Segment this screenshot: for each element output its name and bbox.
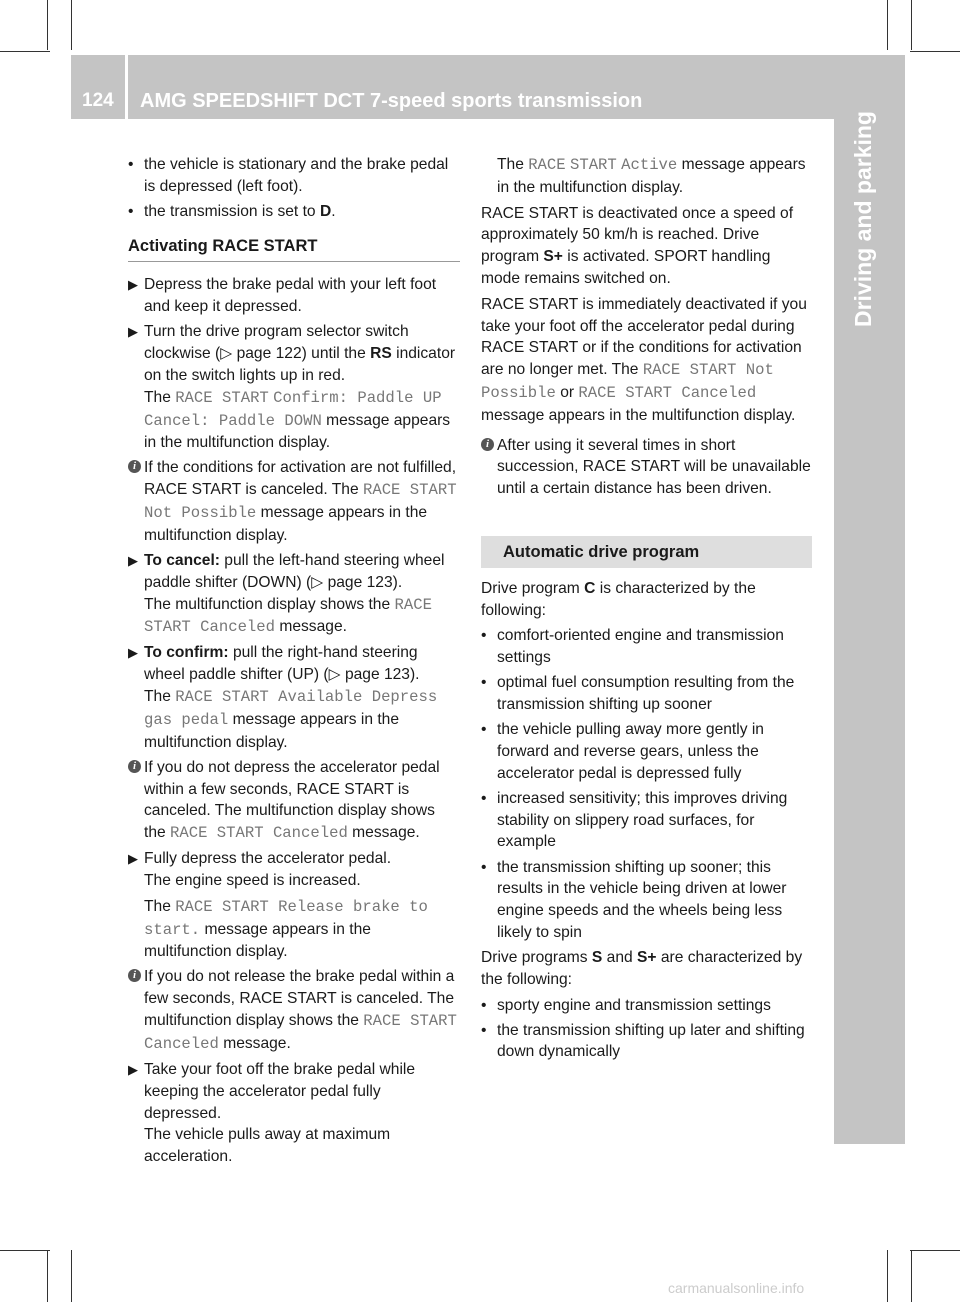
info-icon: i (128, 760, 141, 773)
crop-mark (887, 0, 888, 50)
info-note: i If the conditions for activation are not fulfilled, RACE START is canceled. The RACE START Not Possible message appears in the multifunction display. (128, 457, 460, 546)
arrow-icon: ▶ (128, 277, 138, 293)
list-item: • optimal fuel consumption resulting from the transmission shifting up sooner (481, 674, 795, 714)
step-item: ▶ Take your foot off the brake pedal while keeping the accelerator pedal fully depressed. The vehicle pulls away at maximum acceleration. (128, 1060, 416, 1166)
bullet-icon: • (128, 156, 134, 173)
list-item: • the transmission is set to D. (128, 201, 460, 223)
left-column (128, 154, 460, 1171)
arrow-icon: ▶ (128, 1061, 138, 1077)
bullet-icon: • (481, 627, 487, 645)
bullet-icon: • (481, 1021, 487, 1039)
page-ref-icon: ▷ (328, 666, 345, 684)
header-divider (125, 55, 128, 119)
page-ref-icon: ▷ (220, 345, 237, 363)
info-note: i After using it several times in short succession, RACE START will be unavailable until a certain distance has been driven. (481, 435, 812, 500)
bullet-icon: • (481, 858, 487, 876)
crop-mark (910, 51, 960, 52)
list-item: • increased sensitivity; this improves driving stability on slippery road surfaces, for example (481, 789, 788, 851)
step-item: ▶ To cancel: pull the left-hand steering wheel paddle shifter (DOWN) (▷ page 123). The multifunction display shows the RACE START Canceled message. (128, 551, 445, 637)
step-item: ▶ To confirm: pull the right-hand steering wheel paddle shifter (UP) (▷ page 123). The RACE START Available Depress gas pedal message appears in the multifunction display. (128, 644, 438, 751)
list-item: • the transmission shifting up later and shifting down dynamically (481, 1021, 805, 1061)
step-item: ▶ Fully depress the accelerator pedal. The engine speed is increased. The RACE START Release brake to start. message appears in the multifunction display. (128, 850, 428, 961)
crop-mark (887, 1250, 888, 1302)
crop-mark (71, 0, 72, 50)
list-item: • the vehicle pulling away more gently in forward and reverse gears, unless the accelerator pedal is depressed fully (481, 721, 764, 782)
paragraph: RACE START is deactivated once a speed of approximately 50 km/h is reached. Drive program S+ is activated. SPORT handling mode remains switched on. (481, 204, 794, 287)
page-ref-icon: ▷ (311, 573, 328, 591)
list-item: • the transmission shifting up sooner; this results in the vehicle being driven at lower engine speeds and the wheels being less likely to spin (481, 858, 787, 941)
right-column (481, 154, 812, 1067)
info-icon: i (481, 438, 494, 451)
info-icon: i (128, 969, 141, 982)
paragraph: RACE START is immediately deactivated if you take your foot off the accelerator pedal during RACE START or if the conditions for activation are no longer met. The RACE START Not Possible or RACE START Canceled message appears in the multifunction display. (481, 295, 807, 424)
paragraph: Drive programs S and S+ are characterized by the following: (481, 948, 803, 988)
arrow-icon: ▶ (128, 552, 138, 568)
arrow-icon: ▶ (128, 851, 138, 867)
crop-mark (47, 0, 48, 50)
info-note: i If you do not release the brake pedal within a few seconds, RACE START is canceled. The multifunction display shows the RACE START Canceled message. (128, 966, 460, 1055)
bullet-icon: • (481, 674, 487, 692)
bullet-icon: • (481, 721, 487, 739)
crop-mark (0, 51, 50, 52)
crop-mark (71, 1250, 72, 1302)
list-item: • sporty engine and transmission settings (481, 995, 812, 1017)
step-item: ▶ Turn the drive program selector switch clockwise (▷ page 122) until the RS indicator on the switch lights up in red. The RACE START Confirm: Paddle UP Cancel: Paddle DOWN message appears in the multifunction display. (128, 323, 456, 452)
info-icon: i (128, 460, 141, 473)
side-tab-label: Driving and parking (850, 111, 876, 327)
crop-mark (910, 1250, 960, 1251)
arrow-icon: ▶ (128, 324, 138, 340)
bullet-icon: • (128, 202, 134, 220)
page-number: 124 (82, 90, 114, 111)
section-heading: Automatic drive program (481, 536, 812, 568)
section-heading: Activating RACE START (128, 236, 460, 263)
page-title: AMG SPEEDSHIFT DCT 7-speed sports transmission (140, 90, 643, 112)
info-note: i If you do not depress the accelerator pedal within a few seconds, RACE START is canceled. The multifunction display shows the RACE START Canceled message. (128, 757, 460, 845)
list-item: • comfort-oriented engine and transmission settings (481, 627, 784, 667)
step-item: ▶ Depress the brake pedal with your left foot and keep it depressed. (128, 276, 437, 316)
page-ref-link[interactable]: page 123 (327, 573, 393, 591)
crop-mark (911, 1250, 912, 1302)
arrow-icon: ▶ (128, 645, 138, 661)
paragraph: The RACE START Active message appears in the multifunction display. (497, 156, 806, 196)
bullet-icon: • (481, 789, 487, 807)
crop-mark (911, 0, 912, 50)
paragraph: Drive program C is characterized by the following: (481, 579, 756, 619)
bullet-icon: • (481, 996, 487, 1014)
page-ref-link[interactable]: page 122 (236, 345, 302, 363)
list-item: • the vehicle is stationary and the brake pedal is depressed (left foot). (128, 156, 449, 195)
watermark: carmanualsonline.info (668, 1280, 805, 1296)
side-tab-label-wrap (834, 55, 905, 335)
crop-mark (0, 1250, 50, 1251)
crop-mark (47, 1250, 48, 1302)
page-ref-link[interactable]: page 123 (344, 666, 410, 684)
